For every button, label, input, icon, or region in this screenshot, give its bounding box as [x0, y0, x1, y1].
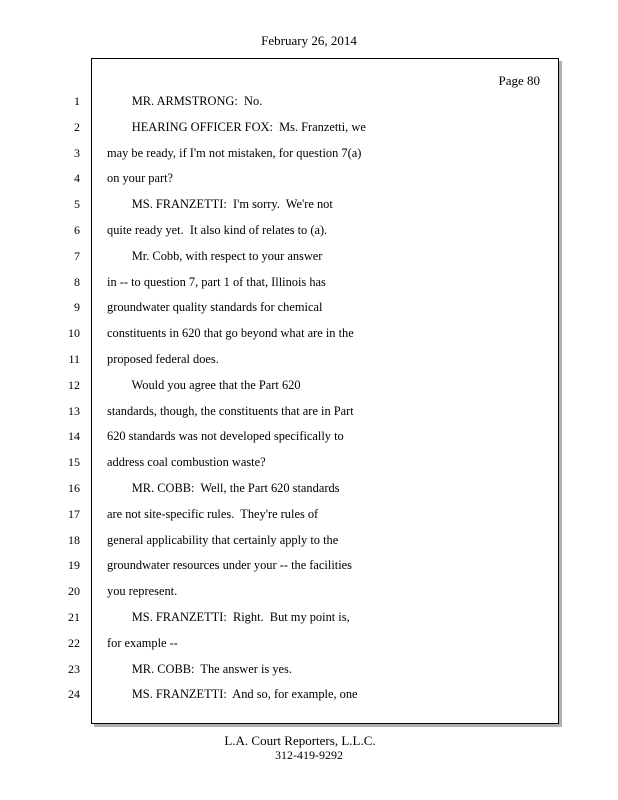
- line-number: 21: [68, 610, 80, 624]
- line-number: 8: [74, 275, 80, 289]
- line-number: 2: [74, 120, 80, 134]
- transcript-line: MR. COBB: The answer is yes.: [107, 662, 292, 676]
- line-number: 1: [74, 94, 80, 108]
- line-number: 22: [68, 636, 80, 650]
- transcript-line: proposed federal does.: [107, 352, 219, 366]
- line-number: 10: [68, 326, 80, 340]
- line-number: 20: [68, 584, 80, 598]
- line-number: 24: [68, 687, 80, 701]
- line-number: 3: [74, 146, 80, 160]
- footer-phone: 312-419-9292: [275, 748, 343, 762]
- line-number: 17: [68, 507, 80, 521]
- line-number: 7: [74, 249, 80, 263]
- header-date: February 26, 2014: [261, 33, 357, 48]
- transcript-line: HEARING OFFICER FOX: Ms. Franzetti, we: [107, 120, 366, 134]
- transcript-line: groundwater resources under your -- the facilities: [107, 558, 352, 572]
- transcript-line: in -- to question 7, part 1 of that, Illinois has: [107, 275, 326, 289]
- transcript-line: MR. ARMSTRONG: No.: [107, 94, 263, 108]
- line-number: 6: [74, 223, 80, 237]
- transcript-line: MS. FRANZETTI: Right. But my point is,: [107, 610, 350, 624]
- line-number: 5: [74, 197, 80, 211]
- transcript-line: address coal combustion waste?: [107, 455, 266, 469]
- line-number: 23: [68, 662, 80, 676]
- transcript-line: quite ready yet. It also kind of relates to (a).: [107, 223, 328, 237]
- transcript-line: standards, though, the constituents that are in Part: [107, 404, 354, 418]
- transcript-line: general applicability that certainly apply to the: [107, 533, 339, 547]
- line-number: 12: [68, 378, 80, 392]
- line-number: 19: [68, 558, 80, 572]
- line-number: 14: [68, 429, 80, 443]
- line-number: 16: [68, 481, 80, 495]
- line-number: 9: [74, 300, 80, 314]
- transcript-line: MS. FRANZETTI: And so, for example, one: [107, 687, 358, 701]
- line-number: 13: [68, 404, 80, 418]
- transcript-line: constituents in 620 that go beyond what are in the: [107, 326, 354, 340]
- transcript-line: you represent.: [107, 584, 178, 598]
- page-number: Page 80: [498, 73, 540, 88]
- transcript-line: MR. COBB: Well, the Part 620 standards: [107, 481, 340, 495]
- transcript-line: MS. FRANZETTI: I'm sorry. We're not: [107, 197, 333, 211]
- line-number: 15: [68, 455, 80, 469]
- line-number: 18: [68, 533, 80, 547]
- transcript-line: Mr. Cobb, with respect to your answer: [107, 249, 323, 263]
- transcript-line: are not site-specific rules. They're rules of: [107, 507, 319, 521]
- line-number: 4: [74, 171, 80, 185]
- transcript-line: on your part?: [107, 171, 174, 185]
- transcript-line: 620 standards was not developed specifically to: [107, 429, 344, 443]
- line-number: 11: [68, 352, 80, 366]
- transcript-line: for example --: [107, 636, 178, 650]
- footer-company: L.A. Court Reporters, L.L.C.: [224, 733, 376, 748]
- transcript-line: groundwater quality standards for chemical: [107, 300, 323, 314]
- transcript-line: Would you agree that the Part 620: [107, 378, 301, 392]
- transcript-line: may be ready, if I'm not mistaken, for question 7(a): [107, 146, 362, 160]
